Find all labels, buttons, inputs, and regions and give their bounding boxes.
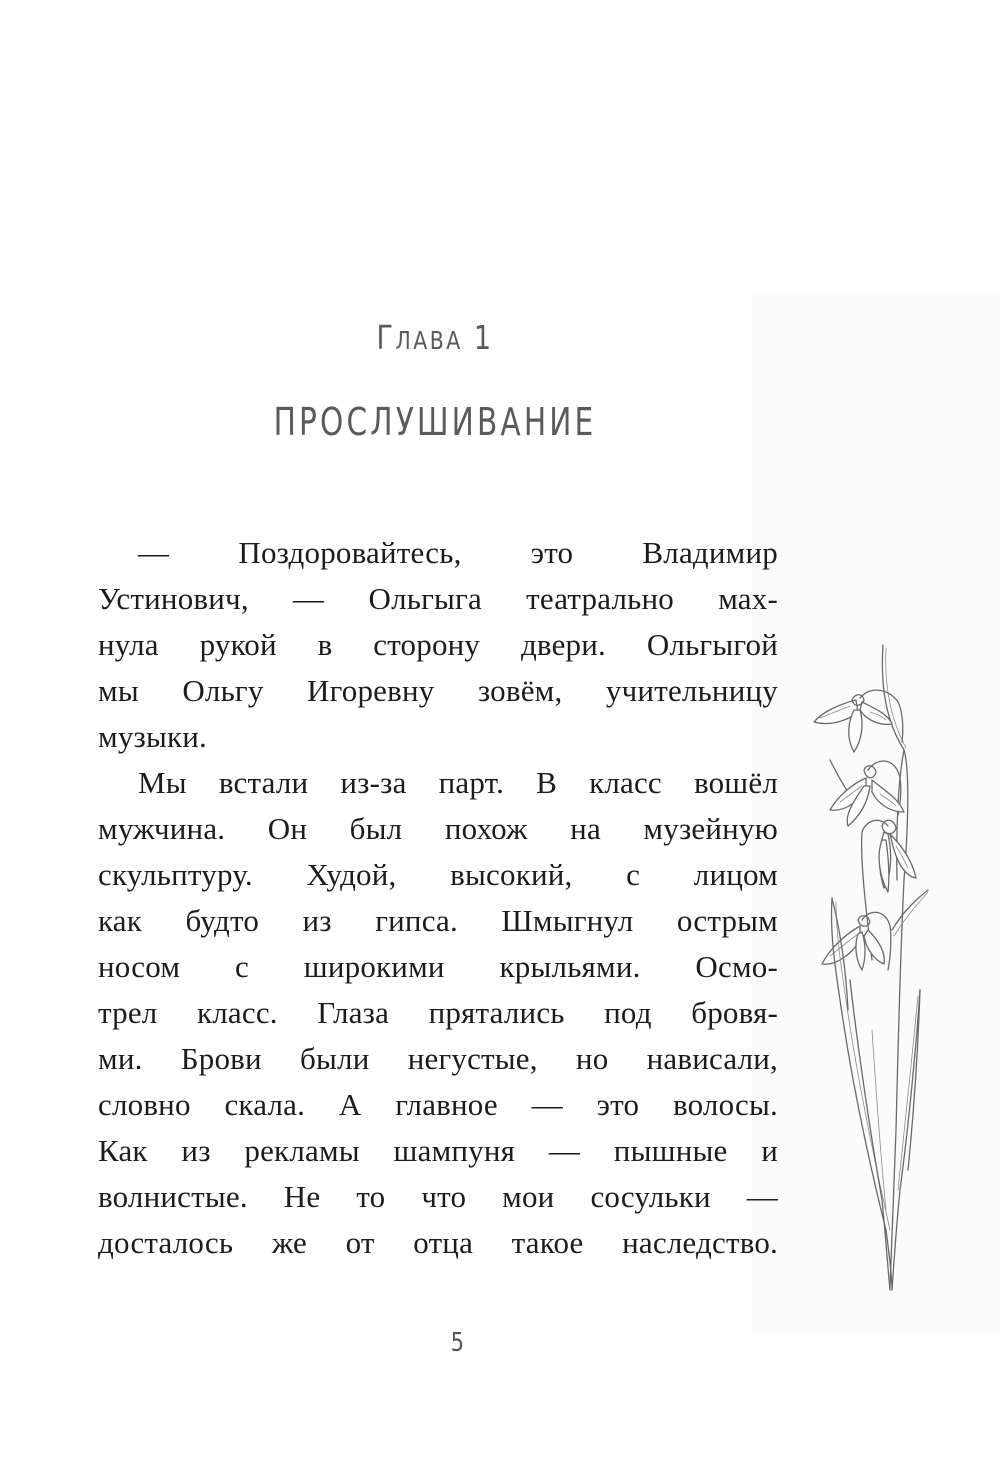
text-line: трел класс. Глаза прятались под бровя- bbox=[98, 995, 778, 1030]
text-line: мужчина. Он был похож на музейную bbox=[98, 811, 778, 846]
text-line: досталось же от отца такое наследство. bbox=[98, 1225, 778, 1260]
text-line: Мы встали из-за парт. В класс вошёл bbox=[138, 765, 778, 800]
snowdrop-flowers-illustration bbox=[800, 630, 950, 1300]
text-line: — Поздоровайтесь, это Владимир bbox=[138, 535, 778, 570]
body-text bbox=[98, 530, 778, 1266]
paragraph-1 bbox=[98, 530, 778, 760]
chapter-label-first-letter: Г bbox=[376, 318, 396, 357]
chapter-label bbox=[78, 318, 791, 357]
text-line: носом с широкими крыльями. Осмо- bbox=[98, 949, 778, 984]
text-line: мы Ольгу Игоревну зовём, учительницу bbox=[98, 673, 778, 708]
text-line: волнистые. Не то что мои сосульки — bbox=[98, 1179, 778, 1214]
text-line: словно скала. А главное — это волосы. bbox=[98, 1087, 778, 1122]
paragraph-2 bbox=[98, 760, 778, 1266]
page-number: 5 bbox=[450, 1328, 465, 1358]
chapter-title: ПРОСЛУШИВАНИЕ bbox=[273, 400, 597, 444]
text-line: скульптуру. Худой, высокий, с лицом bbox=[98, 857, 778, 892]
chapter-label-rest: ЛАВА bbox=[395, 326, 463, 355]
text-line: ми. Брови были негустые, но нависали, bbox=[98, 1041, 778, 1076]
text-line: музыки. bbox=[98, 719, 207, 754]
text-line: как будто из гипса. Шмыгнул острым bbox=[98, 903, 778, 938]
text-line: Устинович, — Ольгыга театрально мах- bbox=[98, 581, 778, 616]
chapter-number: 1 bbox=[473, 318, 494, 357]
text-line: нула рукой в сторону двери. Ольгыгой bbox=[98, 627, 778, 662]
text-line: Как из рекламы шампуня — пышные и bbox=[98, 1133, 778, 1168]
